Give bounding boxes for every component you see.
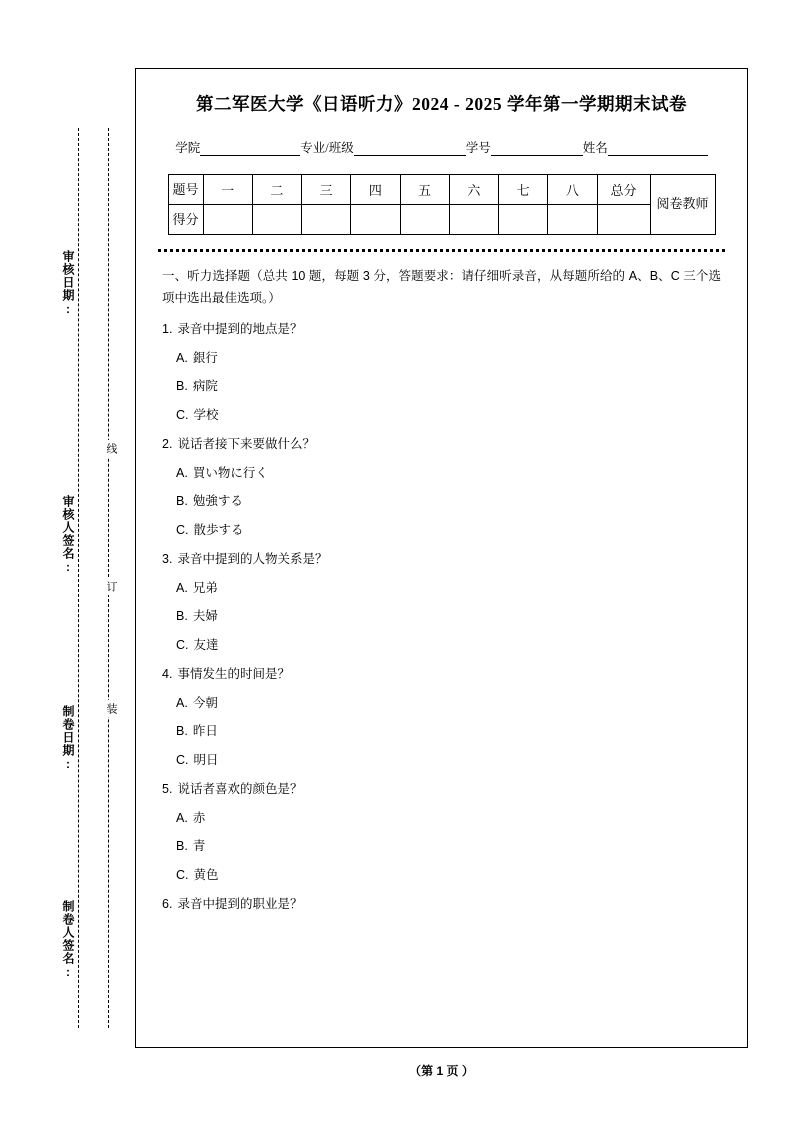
field-name-label: 姓名 <box>582 141 608 155</box>
score-col-8: 八 <box>548 175 597 205</box>
question-4-option-a-key: A. <box>176 695 188 710</box>
section-1-intro: 一、听力选择题（总共 10 题，每题 3 分，答题要求：请仔细听录音，从每题所给的 A、B、C 三个选项中选出最佳选项。） <box>162 269 721 305</box>
score-col-6: 六 <box>449 175 498 205</box>
student-info-line <box>136 138 747 156</box>
score-col-1: 一 <box>203 175 252 205</box>
score-table-row-label-question: 题号 <box>168 175 203 205</box>
score-table <box>168 174 716 235</box>
table-row-scores <box>168 205 715 235</box>
question-5-option-b-key: B. <box>176 839 188 854</box>
table-row-question-numbers <box>168 175 715 205</box>
score-col-2: 二 <box>252 175 301 205</box>
field-name-input[interactable] <box>608 142 708 156</box>
question-3-option-b-key: B. <box>176 609 188 624</box>
question-3-number: 3. <box>162 551 173 566</box>
question-1 <box>162 320 721 339</box>
question-5 <box>162 780 721 799</box>
question-5-option-c[interactable] <box>176 866 721 885</box>
field-student-id-input[interactable] <box>491 142 583 156</box>
question-5-option-a-key: A. <box>176 810 188 825</box>
score-col-7: 七 <box>499 175 548 205</box>
question-4-option-b-text: 昨日 <box>192 724 218 739</box>
question-3 <box>162 550 721 569</box>
score-col-5: 五 <box>400 175 449 205</box>
question-3-option-b[interactable] <box>176 607 721 626</box>
field-college-input[interactable] <box>200 142 300 156</box>
score-cell-4[interactable] <box>351 205 400 235</box>
question-4-number: 4. <box>162 666 173 681</box>
left-margin-area <box>0 0 135 1122</box>
question-1-option-c-key: C. <box>176 408 189 422</box>
field-major-class-input[interactable] <box>354 142 466 156</box>
margin-label-bind: 订 <box>103 578 119 595</box>
page-footer: （第 1 页 ） <box>409 1064 474 1078</box>
question-5-number: 5. <box>162 781 173 796</box>
question-4-option-b[interactable] <box>176 722 721 741</box>
question-6-number: 6. <box>162 896 173 911</box>
question-1-option-a[interactable] <box>176 349 721 368</box>
field-major-class-label: 专业/班级 <box>300 141 354 155</box>
score-col-4: 四 <box>351 175 400 205</box>
question-2-option-b[interactable] <box>176 492 721 511</box>
margin-label-line: 线 <box>103 440 119 457</box>
field-college <box>175 138 300 156</box>
exam-content <box>136 252 747 914</box>
question-3-text: 录音中提到的人物关系是？ <box>177 551 328 566</box>
score-cell-3[interactable] <box>302 205 351 235</box>
question-3-option-c-key: C. <box>176 638 189 652</box>
question-4-option-c[interactable] <box>176 751 721 770</box>
score-cell-1[interactable] <box>203 205 252 235</box>
question-3-option-c[interactable] <box>176 636 721 655</box>
margin-paper-signature: 制卷人签名: <box>61 900 75 980</box>
score-col-grader-header: 阅卷教师 <box>650 175 715 235</box>
question-3-option-a-text: 兄弟 <box>192 580 218 595</box>
question-1-text: 录音中提到的地点是？ <box>177 321 303 336</box>
score-col-total: 总分 <box>597 175 650 205</box>
question-1-option-b-key: B. <box>176 379 188 394</box>
margin-reviewer-signature: 审核人签名: <box>61 495 75 575</box>
question-1-option-b-text: 病院 <box>192 379 218 394</box>
score-cell-6[interactable] <box>449 205 498 235</box>
score-cell-2[interactable] <box>252 205 301 235</box>
field-student-id-label: 学号 <box>465 141 491 155</box>
question-4 <box>162 665 721 684</box>
question-4-option-c-key: C. <box>176 753 189 767</box>
field-major-class <box>300 138 465 156</box>
question-2-option-a-text: 買い物に行く <box>192 465 268 480</box>
field-name <box>583 138 708 156</box>
field-college-label: 学院 <box>175 141 201 155</box>
question-2-option-a[interactable] <box>176 464 721 483</box>
page-title: 第二军医大学《日语听力》2024 - 2025 学年第一学期期末试卷 <box>196 94 687 114</box>
question-6 <box>162 895 721 914</box>
question-3-option-a-key: A. <box>176 580 188 595</box>
question-4-text: 事情发生的时间是？ <box>177 666 290 681</box>
score-col-3: 三 <box>302 175 351 205</box>
question-2-option-a-key: A. <box>176 465 188 480</box>
question-5-option-c-key: C. <box>176 868 189 882</box>
question-5-text: 说话者喜欢的颜色是？ <box>177 781 303 796</box>
question-5-option-a[interactable] <box>176 809 721 828</box>
question-5-option-a-text: 赤 <box>192 810 206 825</box>
question-5-option-b[interactable] <box>176 837 721 856</box>
score-cell-5[interactable] <box>400 205 449 235</box>
question-1-option-b[interactable] <box>176 377 721 396</box>
question-3-option-c-text: 友達 <box>193 638 219 652</box>
question-1-option-a-text: 銀行 <box>192 350 218 365</box>
question-4-option-b-key: B. <box>176 724 188 739</box>
margin-paper-date: 制卷日期: <box>61 705 75 772</box>
question-1-option-a-key: A. <box>176 350 188 365</box>
question-2-option-b-key: B. <box>176 494 188 509</box>
question-2-option-c[interactable] <box>176 521 721 540</box>
question-3-option-a[interactable] <box>176 579 721 598</box>
question-5-option-c-text: 黄色 <box>193 868 219 882</box>
question-4-option-a-text: 今朝 <box>192 695 218 710</box>
question-2-option-b-text: 勉強する <box>192 494 243 509</box>
question-2-option-c-key: C. <box>176 523 189 537</box>
field-student-id <box>466 138 583 156</box>
question-1-option-c[interactable] <box>176 406 721 425</box>
question-2 <box>162 435 721 454</box>
question-1-option-c-text: 学校 <box>193 408 219 422</box>
score-cell-7[interactable] <box>499 205 548 235</box>
question-2-text: 说话者接下来要做什么？ <box>177 436 315 451</box>
margin-dashed-line-outer <box>78 128 79 1028</box>
question-2-number: 2. <box>162 436 173 451</box>
question-6-text: 录音中提到的职业是？ <box>177 896 303 911</box>
score-table-row-label-score: 得分 <box>168 205 203 235</box>
question-5-option-b-text: 青 <box>192 839 206 854</box>
question-1-number: 1. <box>162 321 173 336</box>
exam-page-frame <box>135 68 748 1048</box>
margin-label-seal: 装 <box>103 700 119 717</box>
margin-review-date: 审核日期: <box>61 250 75 317</box>
score-cell-8[interactable] <box>548 205 597 235</box>
score-cell-total[interactable] <box>597 205 650 235</box>
question-3-option-b-text: 夫婦 <box>192 609 218 624</box>
question-2-option-c-text: 散歩する <box>193 523 244 537</box>
question-4-option-a[interactable] <box>176 694 721 713</box>
question-4-option-c-text: 明日 <box>193 753 219 767</box>
